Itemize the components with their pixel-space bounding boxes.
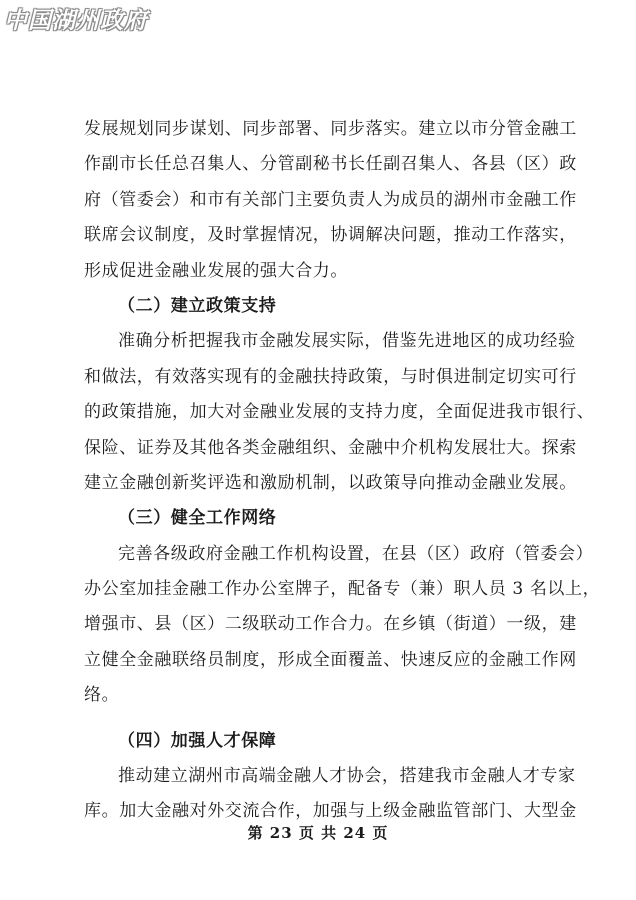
- body-line: 办公室加挂金融工作办公室牌子，配备专（兼）职人员 3 名以上，: [84, 579, 601, 600]
- body-line: 发展规划同步谋划、同步部署、同步落实。建立以市分管金融工: [84, 119, 577, 139]
- body-line: 库。加大金融对外交流合作，加强与上级金融监管部门、大型金: [84, 801, 577, 822]
- body-line: 的政策措施，加大对金融业发展的支持力度，全面促进我市银行、: [84, 402, 595, 423]
- body-line: 联席会议制度，及时掌握情况，协调解决问题，推动工作落实，: [84, 225, 577, 246]
- page-number: 第 23 页 共 24 页: [247, 824, 389, 842]
- body-line: 准确分析把握我市金融发展实际，借鉴先进地区的成功经验: [118, 331, 576, 352]
- body-line: 形成促进金融业发展的强大合力。: [84, 260, 348, 281]
- body-line: 府（管委会）和市有关部门主要负责人为成员的湖州市金融工作: [84, 189, 577, 210]
- body-line: 推动建立湖州市高端金融人才协会，搭建我市金融人才专家: [118, 766, 576, 787]
- section-heading-talent: （四）加强人才保障: [118, 730, 277, 751]
- body-line: 建立金融创新奖评选和激励机制，以政策导向推动金融业发展。: [84, 472, 577, 493]
- site-watermark: 中国湖州政府: [4, 7, 148, 34]
- body-line: 和做法，有效落实现有的金融扶持政策，与时俱进制定切实可行: [84, 366, 577, 387]
- body-line: 络。: [84, 685, 120, 706]
- body-line: 保险、证券及其他各类金融组织、金融中介机构发展壮大。探索: [84, 437, 577, 458]
- section-heading-policy-support: （二）建立政策支持: [118, 295, 277, 316]
- section-heading-work-network: （三）健全工作网络: [118, 508, 277, 529]
- document-body: [84, 112, 601, 830]
- body-line: 立健全金融联络员制度，形成全面覆盖、快速反应的金融工作网: [84, 649, 577, 670]
- body-line: 增强市、县（区）二级联动工作合力。在乡镇（街道）一级，建: [84, 614, 577, 635]
- body-line: 完善各级政府金融工作机构设置，在县（区）政府（管委会）: [118, 543, 594, 564]
- body-line: 作副市长任总召集人、分管副秘书长任副召集人、各县（区）政: [84, 154, 577, 175]
